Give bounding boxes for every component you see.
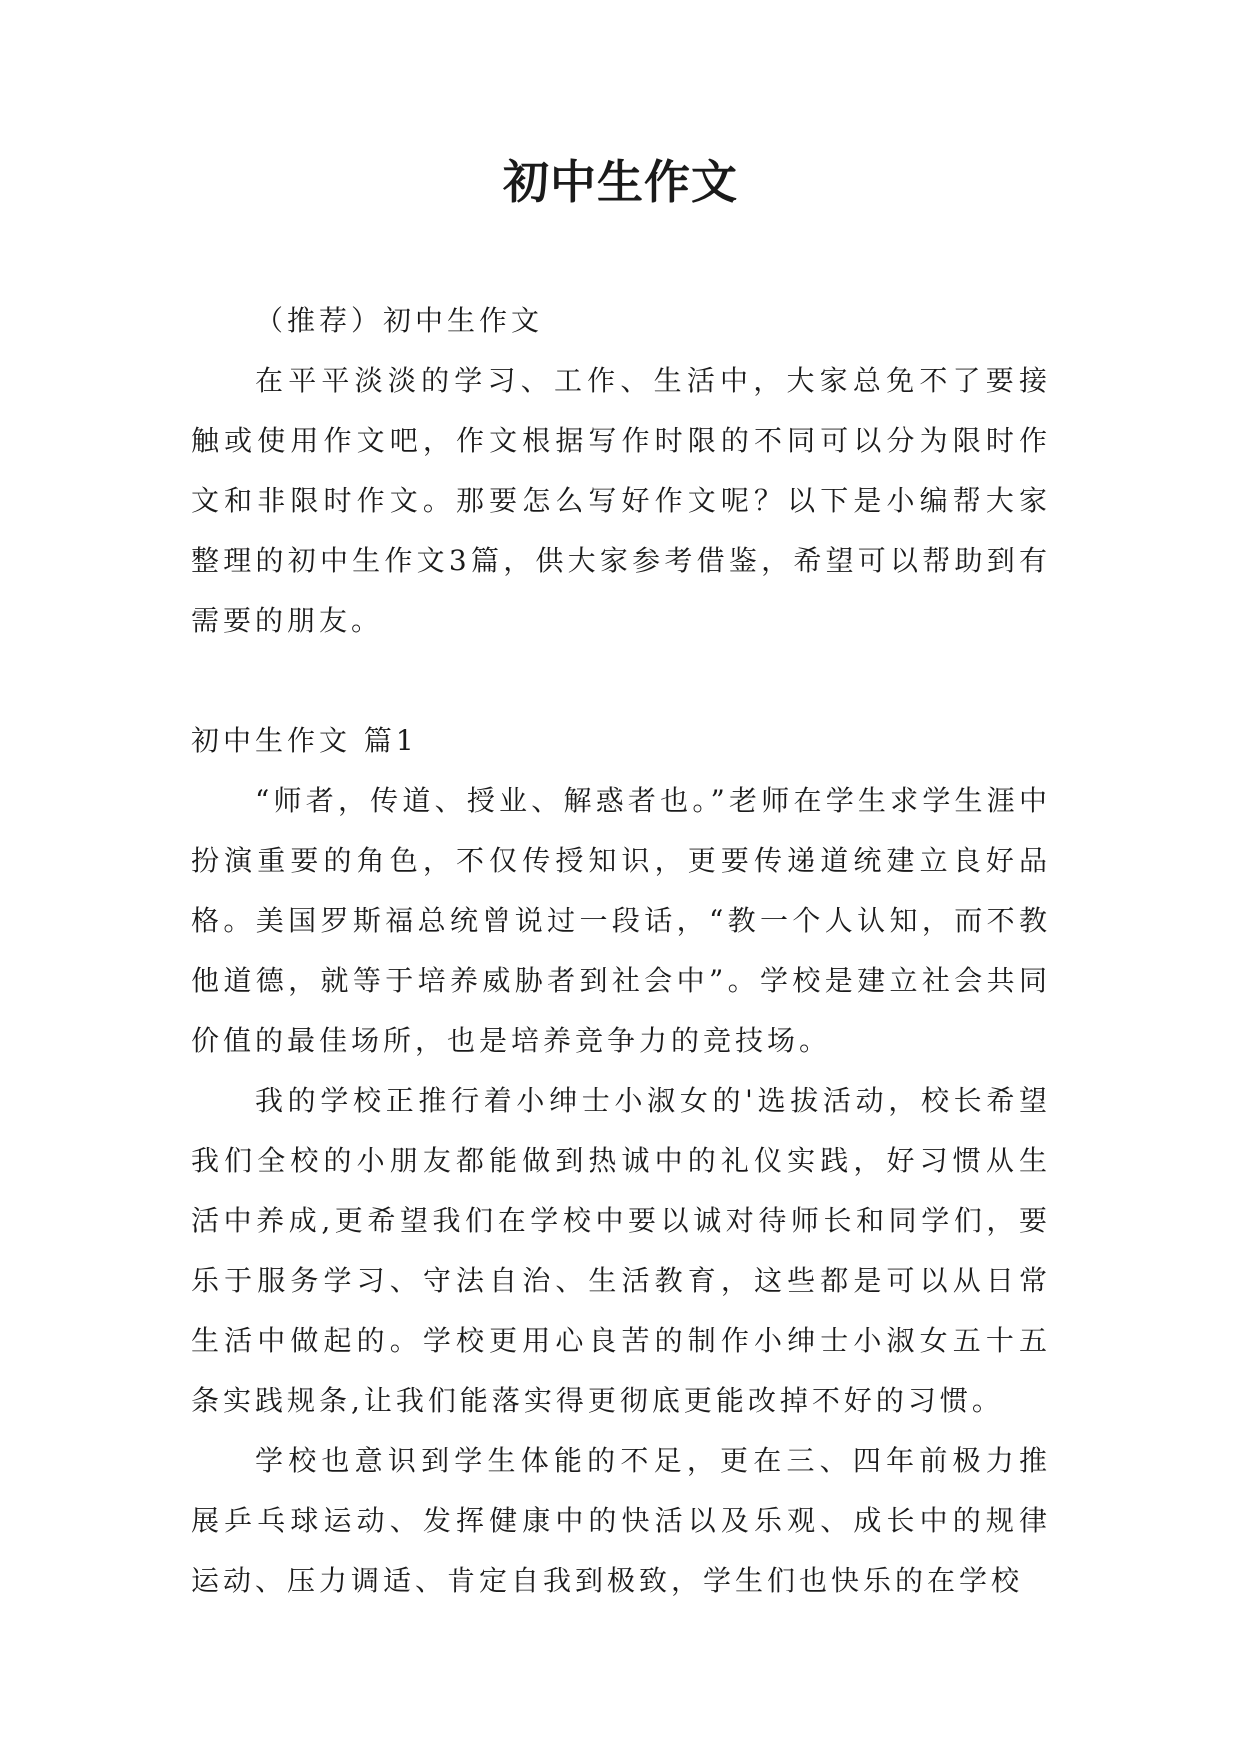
intro-paragraph: 在平平淡淡的学习、工作、生活中，大家总免不了要接触或使用作文吧，作文根据写作时限的不同可以分为限时作文和非限时作文。那要怎么写好作文呢？以下是小编帮大家整理的初中生作文3篇，供大家参考借鉴，希望可以帮助到有需要的朋友。	[191, 364, 1051, 637]
document-subtitle: （推荐）初中生作文	[255, 304, 544, 337]
section-heading: 初中生作文 篇1	[191, 724, 418, 757]
body-paragraph: 学校也意识到学生体能的不足，更在三、四年前极力推展乒乓球运动、发挥健康中的快活以及乐观、成长中的规律运动、压力调适、肯定自我到极致，学生们也快乐的在学校	[191, 1444, 1051, 1597]
body-paragraph: 我的学校正推行着小绅士小淑女的'选拔活动，校长希望我们全校的小朋友都能做到热诚中的礼仪实践，好习惯从生活中养成,更希望我们在学校中要以诚对待师长和同学们，要乐于服务学习、守法自治、生活教育，这些都是可以从日常生活中做起的。学校更用心良苦的制作小绅士小淑女五十五条实践规条,让我们能落实得更彻底更能改掉不好的习惯。	[191, 1084, 1051, 1417]
body-paragraph: “师者，传道、授业、解惑者也。”老师在学生求学生涯中扮演重要的角色，不仅传授知识，更要传递道统建立良好品格。美国罗斯福总统曾说过一段话，“教一个人认知，而不教他道德，就等于培养威胁者到社会中”。学校是建立社会共同价值的最佳场所，也是培养竞争力的竞技场。	[191, 784, 1051, 1057]
document-body	[191, 291, 1051, 1611]
document-title: 初中生作文	[503, 155, 738, 209]
section-spacer	[191, 651, 1051, 711]
